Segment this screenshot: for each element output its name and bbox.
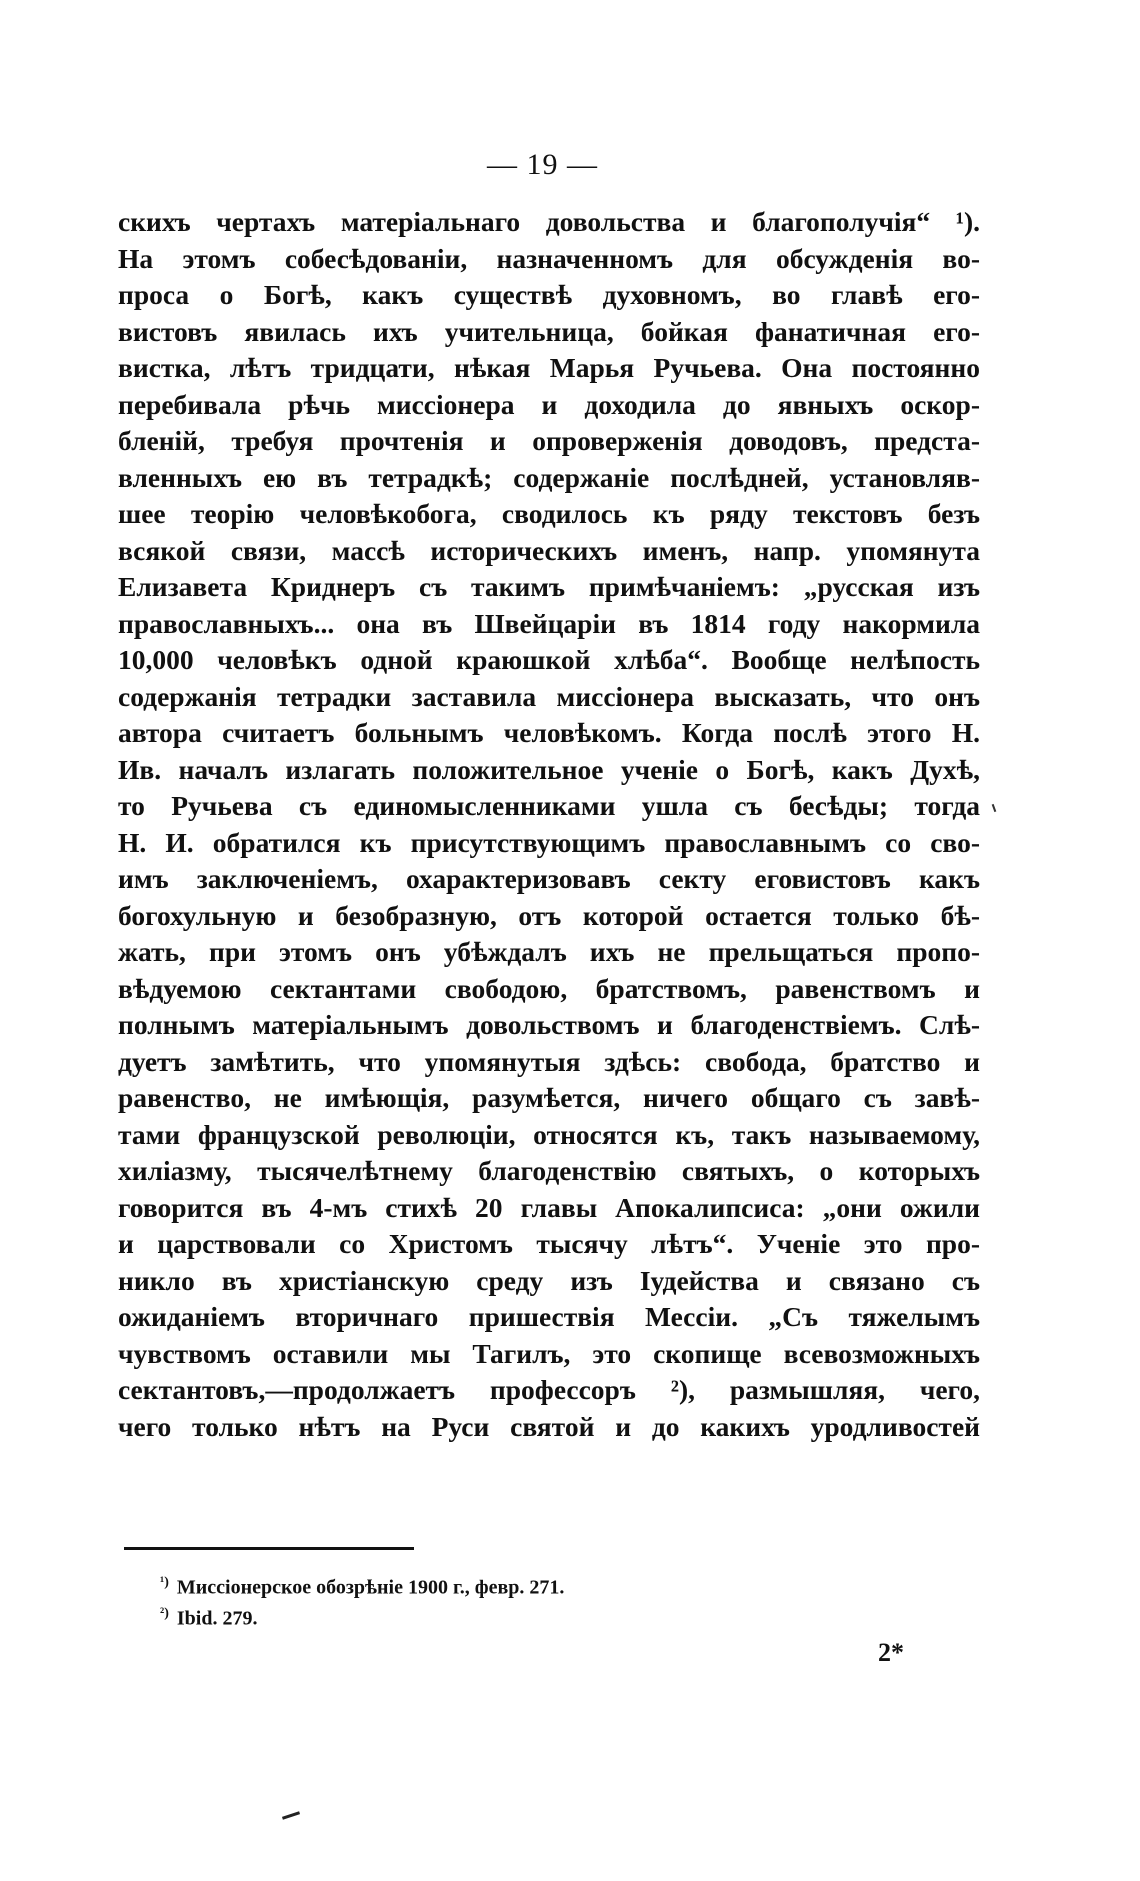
text-line: бленій, требуя прочтенія и опроверженія доводовъ, предста- bbox=[118, 425, 980, 456]
body-text bbox=[118, 204, 980, 1445]
footnote-text: Ibid. 279. bbox=[176, 1607, 258, 1630]
text-line: ожиданіемъ вторичнаго пришествія Мессіи. „Съ тяжелымъ bbox=[118, 1301, 980, 1332]
stray-ink-mark bbox=[282, 1811, 300, 1819]
text-line: вистовъ явилась ихъ учительница, бойкая фанатичная его- bbox=[118, 315, 980, 347]
text-line: шее теорію человѣкобога, сводилось къ ряду текстовъ безъ bbox=[118, 498, 980, 529]
text-line: Ив. началъ излагать положительное ученіе о Богѣ, какъ Духѣ, bbox=[118, 753, 980, 785]
footnote-marker: ¹) bbox=[160, 1575, 169, 1590]
text-line: проса о Богѣ, какъ существѣ духовномъ, во главѣ его- bbox=[118, 279, 980, 310]
text-line: православныхъ... она въ Швейцаріи въ 1814 году накормила bbox=[118, 607, 980, 639]
text-line: чего только нѣтъ на Руси святой и до какихъ уродливостей bbox=[118, 1410, 980, 1442]
footnote-separator bbox=[124, 1547, 414, 1550]
text-line: то Ручьева съ единомысленниками ушла съ бесѣды; тогда bbox=[118, 790, 980, 821]
text-line: вленныхъ ею въ тетрадкѣ; содержаніе послѣдней, установляв- bbox=[118, 461, 980, 493]
text-line: автора считаетъ больнымъ человѣкомъ. Когда послѣ этого Н. bbox=[118, 717, 980, 748]
footnote-text: Миссіонерское обозрѣніе 1900 г., февр. 271. bbox=[176, 1576, 565, 1599]
text-line: богохульную и безобразную, отъ которой остается только бѣ- bbox=[118, 899, 980, 931]
text-line: вѣдуемою сектантами свободою, братствомъ, равенствомъ и bbox=[118, 972, 980, 1004]
text-line: вистка, лѣтъ тридцати, нѣкая Марья Ручьева. Она постоянно bbox=[118, 352, 980, 383]
text-line: чувствомъ оставили мы Тагилъ, это скопище всевозможныхъ bbox=[118, 1337, 980, 1369]
text-line: 10,000 человѣкъ одной краюшкой хлѣба“. Вообще нелѣпость bbox=[118, 644, 980, 675]
footnote-1 bbox=[160, 1570, 564, 1601]
text-line: Н. И. обратился къ присутствующимъ православнымъ со сво- bbox=[118, 826, 980, 858]
text-line: и царствовали со Христомъ тысячу лѣтъ“. Ученіе это про- bbox=[118, 1228, 980, 1259]
text-line: Елизавета Криднеръ съ такимъ примѣчаніемъ: „русская изъ bbox=[118, 571, 980, 602]
text-line: На этомъ собесѣдованіи, назначенномъ для обсужденія во- bbox=[118, 242, 980, 274]
text-line: дуетъ замѣтить, что упомянутыя здѣсь: свобода, братство и bbox=[118, 1045, 980, 1077]
text-line: жать, при этомъ онъ убѣждалъ ихъ не прельщаться пропо- bbox=[118, 936, 980, 967]
text-line: имъ заключеніемъ, охарактеризовавъ секту еговистовъ какъ bbox=[118, 863, 980, 894]
text-line: равенство, не имѣющія, разумѣется, ничего общаго съ завѣ- bbox=[118, 1082, 980, 1113]
text-line: сектантовъ,—продолжаетъ профессоръ ²), размышляя, чего, bbox=[118, 1374, 980, 1405]
text-line: тами французской революціи, относятся къ, такъ называемому, bbox=[118, 1118, 980, 1150]
text-line: перебивала рѣчь миссіонера и доходила до явныхъ оскор- bbox=[118, 388, 980, 420]
footnote-marker: ²) bbox=[160, 1605, 169, 1621]
page-number: — 19 — bbox=[487, 148, 598, 181]
text-line: скихъ чертахъ матеріальнаго довольства и благополучія“ ¹). bbox=[118, 206, 980, 237]
text-line: полнымъ матеріальнымъ довольствомъ и благоденствіемъ. Слѣ- bbox=[118, 1009, 980, 1040]
footnote-2 bbox=[160, 1601, 564, 1632]
text-line: говорится въ 4-мъ стихѣ 20 главы Апокалипсиса: „они ожили bbox=[118, 1191, 980, 1223]
printer-signature: 2* bbox=[878, 1638, 904, 1667]
text-line: содержанія тетрадки заставила миссіонера высказать, что онъ bbox=[118, 680, 980, 712]
footnotes bbox=[160, 1570, 564, 1631]
text-line: всякой связи, массѣ историческихъ именъ, напр. упомянута bbox=[118, 534, 980, 566]
margin-speck bbox=[992, 804, 997, 812]
text-line: никло въ христіанскую среду изъ Іудейства и связано съ bbox=[118, 1264, 980, 1296]
text-line: хиліазму, тысячелѣтнему благоденствію святыхъ, о которыхъ bbox=[118, 1155, 980, 1186]
